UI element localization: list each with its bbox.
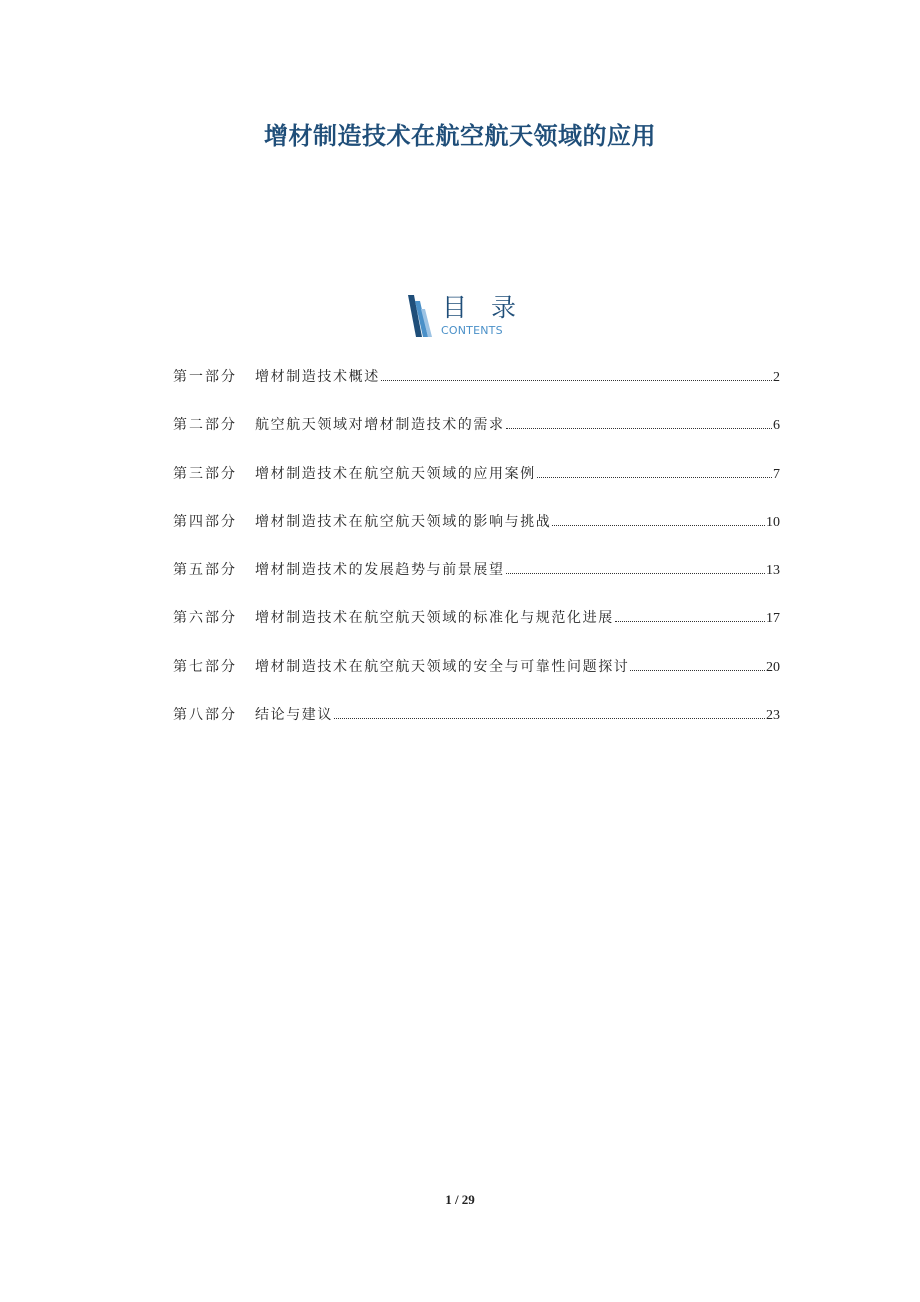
toc-dot-leader — [615, 621, 765, 622]
toc-entry-page: 6 — [773, 418, 780, 434]
page-number: 1 / 29 — [445, 1192, 475, 1207]
toc-entry-page: 2 — [773, 370, 780, 385]
toc-entry-3[interactable] — [173, 463, 780, 511]
toc-entry-page: 20 — [766, 659, 780, 675]
toc-entry-part: 第一部分 — [173, 369, 237, 385]
toc-header — [406, 293, 526, 341]
toc-entry-1[interactable] — [173, 366, 780, 414]
toc-entry-title: 增材制造技术概述 — [255, 369, 380, 385]
toc-entry-4[interactable] — [173, 511, 780, 559]
toc-entry-part: 第八部分 — [173, 707, 237, 724]
toc-entry-title: 增材制造技术在航空航天领域的影响与挑战 — [255, 513, 552, 530]
toc-entry-7[interactable] — [173, 656, 780, 704]
toc-entry-title: 结论与建议 — [255, 707, 333, 724]
toc-dot-leader — [506, 573, 765, 574]
toc-entry-2[interactable] — [173, 414, 780, 462]
toc-dot-leader — [381, 380, 772, 381]
toc-entry-page: 23 — [766, 708, 780, 724]
toc-entry-title: 航空航天领域对增材制造技术的需求 — [255, 417, 505, 434]
toc-entry-6[interactable] — [173, 607, 780, 655]
toc-entry-title: 增材制造技术在航空航天领域的标准化与规范化进展 — [255, 610, 614, 627]
toc-dot-leader — [552, 525, 765, 526]
toc-entry-part: 第七部分 — [173, 658, 237, 675]
toc-entry-title: 增材制造技术在航空航天领域的安全与可靠性问题探讨 — [255, 658, 630, 675]
toc-dot-leader — [334, 718, 765, 719]
toc-entry-page: 13 — [766, 563, 780, 579]
toc-entry-8[interactable] — [173, 704, 780, 752]
toc-dot-leader — [537, 477, 772, 478]
toc-heading: 目 录 — [442, 293, 524, 322]
toc-entry-title: 增材制造技术的发展趋势与前景展望 — [255, 562, 505, 579]
toc-entry-part: 第三部分 — [173, 465, 237, 482]
toc-entry-part: 第四部分 — [173, 513, 237, 530]
toc-entry-page: 17 — [766, 611, 780, 627]
toc-entry-part: 第五部分 — [173, 562, 237, 579]
toc-entry-part: 第六部分 — [173, 610, 237, 627]
toc-entry-page: 7 — [773, 466, 780, 482]
toc-entry-part: 第二部分 — [173, 417, 237, 434]
toc-subheading: CONTENTS — [441, 324, 503, 337]
toc-entry-page: 10 — [766, 514, 780, 530]
toc-entry-5[interactable] — [173, 559, 780, 607]
toc-dot-leader — [506, 428, 772, 429]
document-title: 增材制造技术在航空航天领域的应用 — [264, 122, 656, 150]
toc-dot-leader — [630, 670, 765, 671]
toc-entry-title: 增材制造技术在航空航天领域的应用案例 — [255, 465, 536, 482]
toc-logo-icon — [406, 295, 432, 337]
table-of-contents — [173, 366, 780, 752]
